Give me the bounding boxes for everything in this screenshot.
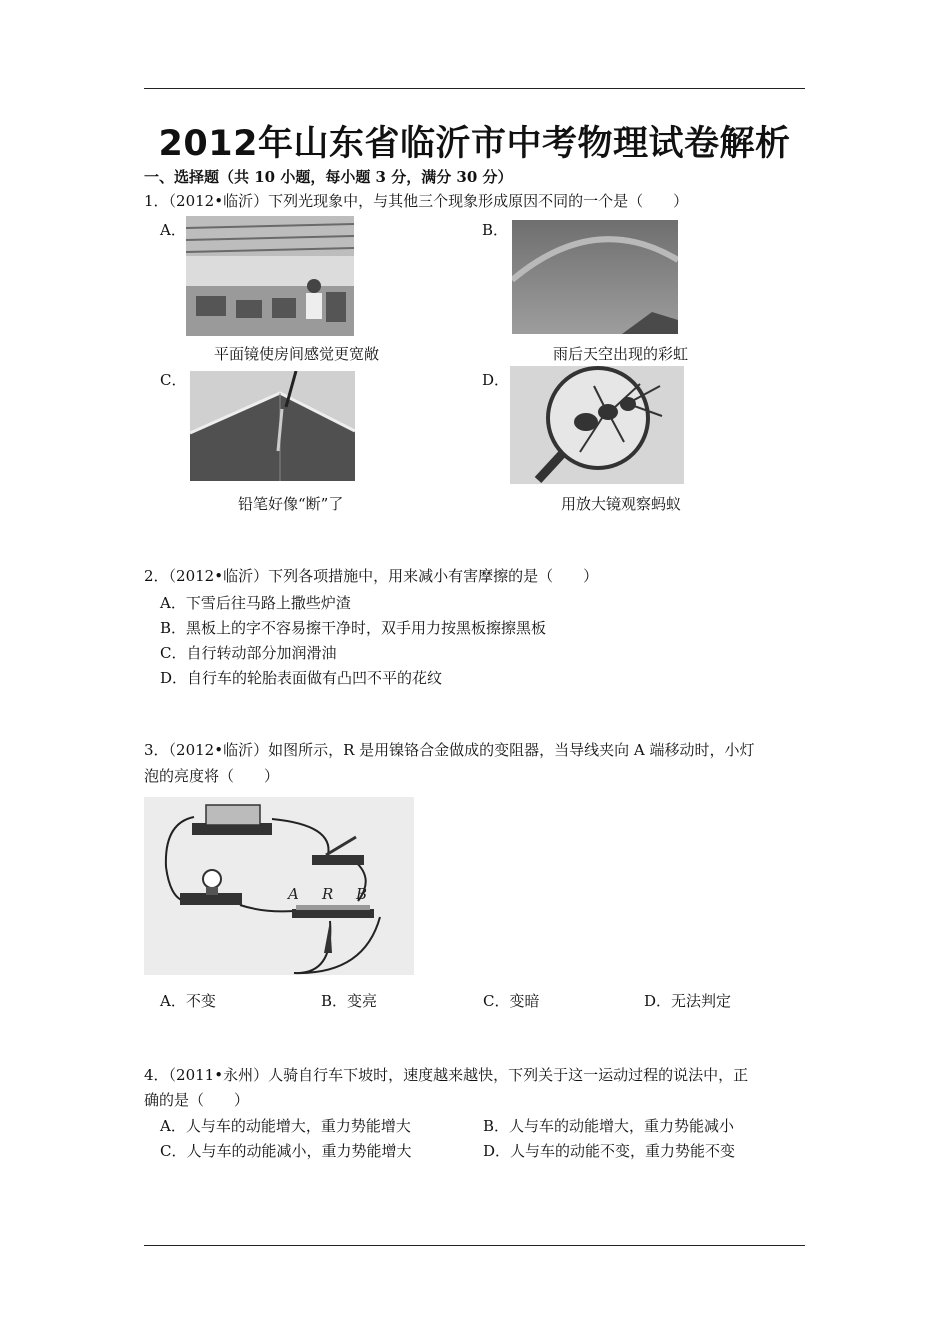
question-2-stem: 2．（2012•临沂）下列各项措施中，用来减小有害摩擦的是（ ） [144, 567, 599, 585]
q3-option-c: C．变暗 [483, 992, 540, 1010]
question-3-stem-line2: 泡的亮度将（ ） [144, 767, 280, 785]
q3-label-b: B [356, 885, 368, 903]
question-1-stem: 1．（2012•临沂）下列光现象中，与其他三个现象形成原因不同的一个是（ ） [144, 192, 689, 210]
q1-option-a-letter: A． [160, 221, 186, 239]
q2-option-d: D．自行车的轮胎表面做有凸凹不平的花纹 [160, 669, 443, 687]
q4-option-c: C．人与车的动能减小，重力势能增大 [160, 1142, 412, 1160]
q4-option-b: B．人与车的动能增大，重力势能减小 [483, 1117, 735, 1135]
q1-option-b-letter: B． [482, 221, 509, 239]
q4-option-d: D．人与车的动能不变，重力势能不变 [483, 1142, 736, 1160]
q1-image-rainbow-sky [512, 220, 678, 334]
question-3-stem-line1: 3．（2012•临沂）如图所示，R 是用镍铬合金做成的变阻器，当导线夹向 A 端移动时，小灯 [144, 741, 755, 759]
q3-circuit-figure [144, 797, 414, 975]
q2-option-c: C．自行转动部分加润滑油 [160, 644, 337, 662]
section-heading: 一、选择题（共 10 小题，每小题 3 分，满分 30 分） [144, 168, 513, 186]
q1-image-mirror-room [186, 216, 354, 336]
question-4-stem-line2: 确的是（ ） [144, 1091, 250, 1109]
q1-image-pencil-water [190, 371, 355, 481]
header-rule [144, 88, 805, 89]
q1-option-d-letter: D． [482, 371, 510, 389]
q3-option-d: D．无法判定 [644, 992, 732, 1010]
page-title: 2012年山东省临沂市中考物理试卷解析 [158, 124, 791, 164]
q1-image-magnifier-ant [510, 366, 684, 484]
q3-option-a: A．不变 [160, 992, 216, 1010]
q1-option-a-caption: 平面镜使房间感觉更宽敞 [214, 345, 380, 363]
q4-option-a: A．人与车的动能增大，重力势能增大 [160, 1117, 411, 1135]
q1-option-c-caption: 铅笔好像“断”了 [238, 495, 344, 513]
q3-label-r: R [322, 885, 334, 903]
question-4-stem-line1: 4．（2011•永州）人骑自行车下坡时，速度越来越快，下列关于这一运动过程的说法中，正 [144, 1066, 749, 1084]
q3-label-a: A [288, 885, 299, 903]
q1-option-c-letter: C． [160, 371, 187, 389]
footer-rule [144, 1245, 805, 1246]
q3-option-b: B．变亮 [321, 992, 378, 1010]
q1-option-b-caption: 雨后天空出现的彩虹 [553, 345, 689, 363]
q1-option-d-caption: 用放大镜观察蚂蚁 [561, 495, 682, 513]
q2-option-b: B．黑板上的字不容易擦干净时，双手用力按黑板擦擦黑板 [160, 619, 547, 637]
q2-option-a: A．下雪后往马路上撒些炉渣 [160, 594, 351, 612]
